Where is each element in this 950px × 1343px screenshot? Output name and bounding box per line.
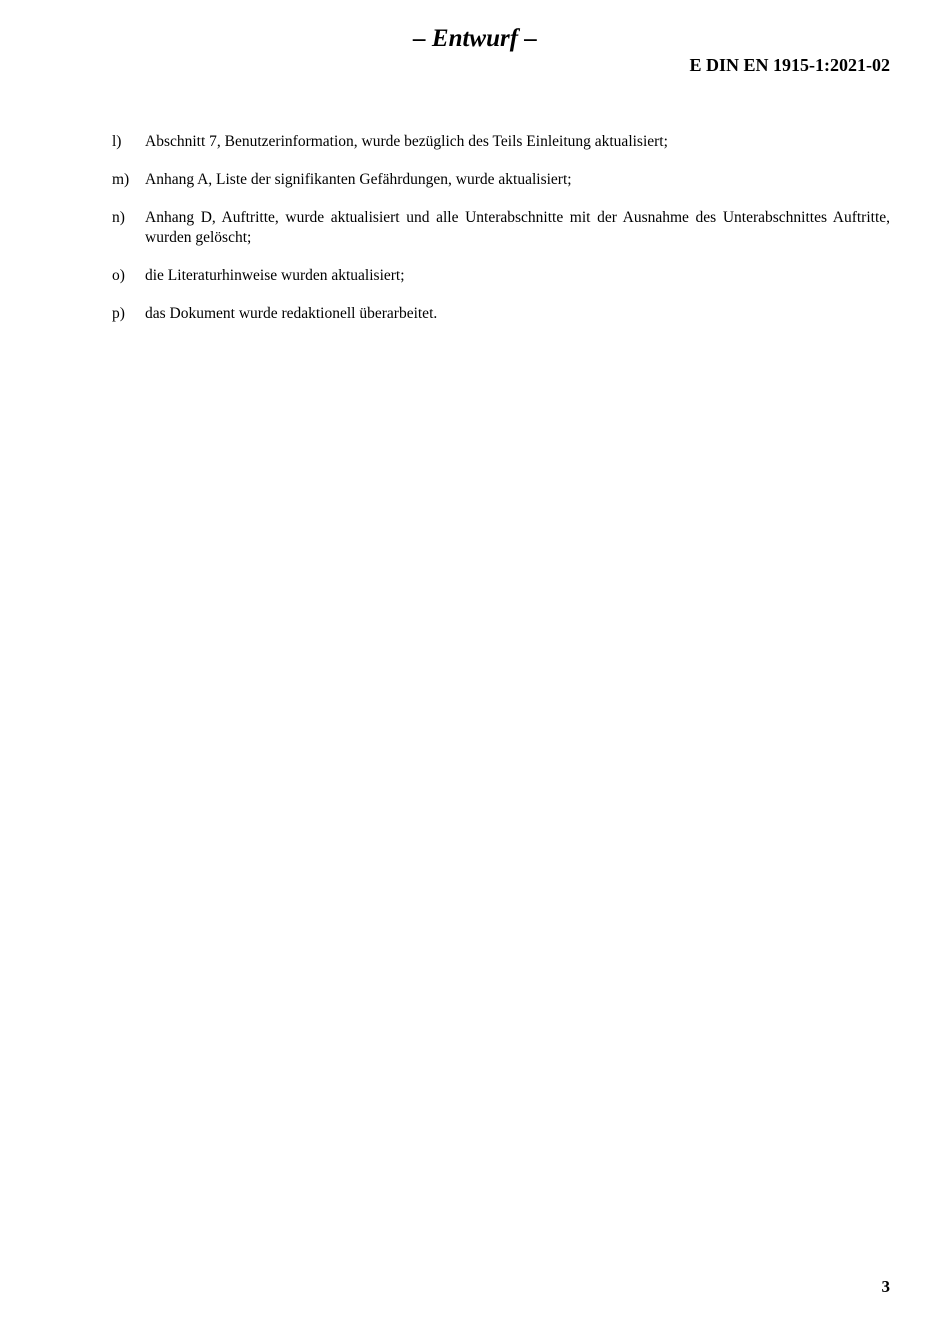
list-item-marker: o) [112, 267, 125, 284]
list-item-marker: m) [112, 171, 130, 188]
list-item [112, 304, 890, 324]
list-item-text: Abschnitt 7, Benutzerinformation, wurde bezüglich des Teils Einleitung aktualisiert; [145, 133, 668, 150]
change-list [112, 132, 890, 342]
list-item-text: das Dokument wurde redaktionell überarbeitet. [145, 305, 438, 322]
list-item-text: Anhang A, Liste der signifikanten Gefährdungen, wurde aktualisiert; [145, 171, 572, 188]
list-item-text: die Literaturhinweise wurden aktualisiert; [145, 267, 405, 284]
document-id: E DIN EN 1915-1:2021-02 [689, 55, 890, 75]
list-item [112, 132, 890, 152]
draft-label: – Entwurf – [413, 25, 537, 52]
list-item-text: Anhang D, Auftritte, wurde aktualisiert und alle Unterabschnitte mit der Ausnahme des Unterabschnittes Auftritte, wurden gelöscht; [145, 209, 890, 246]
list-item-marker: n) [112, 209, 125, 226]
list-item [112, 208, 890, 248]
page-number: 3 [881, 1277, 890, 1296]
list-item [112, 170, 890, 190]
list-item [112, 266, 890, 286]
list-item-marker: p) [112, 305, 125, 322]
list-item-marker: l) [112, 133, 122, 150]
